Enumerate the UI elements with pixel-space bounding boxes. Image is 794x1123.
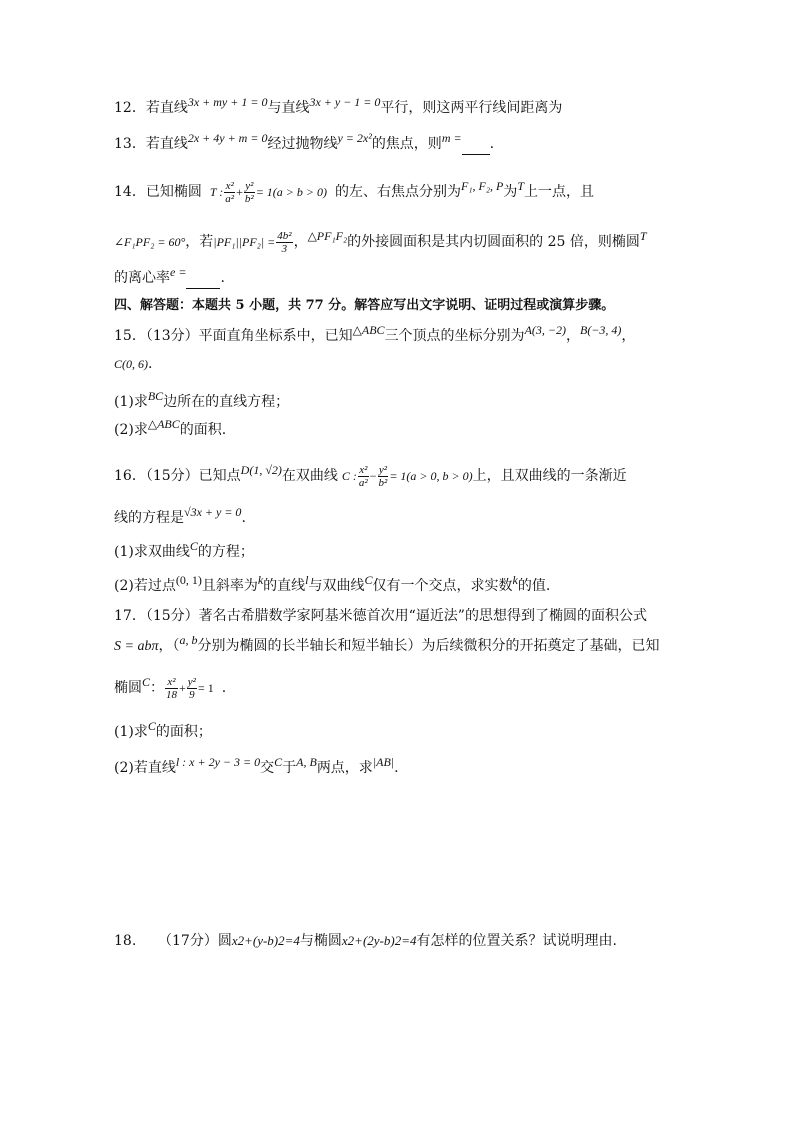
question-number: 13． [114, 136, 146, 152]
question-18: 18. （17分）圆x2+(y-b)2=4与椭圆x2+(2y-b)2=4有怎样的位置关系？试说明理由. [114, 933, 617, 949]
question-number: 14． [114, 184, 146, 200]
fraction: $\frac{\text{x²}}{\text{a²}}$ [358, 463, 368, 489]
question-16: 16．（15分）已知点D(1, √2)在双曲线 C : $\frac{\text{x²}}{\text{a²}}$ − $\frac{\text{y²}}{\text{b²}}$ = 1(a > 0, b > 0)上，且双曲线的一条渐近 [114, 463, 627, 489]
question-number: 16． [114, 468, 146, 484]
question-17-part-2: (2)若直线l : x + 2y − 3 = 0交C于A, B两点，求|AB|. [114, 755, 399, 776]
equation: a, b [179, 633, 198, 647]
fraction: $\frac{\text{y²}}{\text{b²}}$ [378, 463, 388, 489]
equation: D(1, √2) [240, 463, 282, 477]
equation: x2+(y-b)2=4 [231, 933, 300, 948]
fraction: $\frac{\text{x²}}{\text{a²}}$ [225, 179, 235, 205]
equation: B(−3, 4) [579, 323, 622, 337]
equation: m = [441, 131, 462, 145]
equation: l : x + 2y − 3 = 0 [175, 755, 261, 769]
question-14-cont: ∠F₁PF₂ = 60°，若|PF₁||PF₂| = $\frac{\text{4b²}}{3}$ ，△PF₁F₂的外接圆面积是其内切圆面积的 25 倍，则椭圆T [114, 229, 647, 255]
question-14: 14．已知椭圆 T : $\frac{\text{x²}}{\text{a²}}$ + $\frac{\text{y²}}{\text{b²}}$ = 1(a > b > 0) 的左、右焦点分别为F₁, F₂, P为T上一点，且 [114, 179, 595, 205]
score: （13分） [145, 328, 199, 344]
equation: △ABC [352, 323, 385, 337]
answer-blank[interactable] [186, 268, 220, 289]
question-13: 13．若直线2x + 4y + m = 0经过抛物线y = 2x²的焦点，则m = . [114, 134, 494, 155]
equation: x2+(2y-b)2=4 [341, 933, 417, 948]
score: （15分） [145, 608, 199, 624]
equation: 3x + my + 1 = 0 [187, 95, 268, 109]
equation: √3x + y = 0 [184, 505, 242, 519]
answer-blank[interactable] [462, 134, 490, 155]
fraction: $\frac{\text{x²}}{18}$ [166, 675, 178, 701]
question-15: 15．（13分）平面直角坐标系中，已知△ABC三个顶点的坐标分别为A(3, −2)，B(−3, 4)， [114, 323, 636, 344]
question-17-part-1: (1)求C的面积； [114, 719, 212, 740]
score: （15分） [145, 468, 199, 484]
question-14-cont: 的离心率e = . [114, 268, 225, 289]
fraction: $\frac{\text{y²}}{\text{b²}}$ [244, 179, 254, 205]
question-16-cont: 线的方程是√3x + y = 0. [114, 505, 246, 526]
question-number: 12． [114, 100, 146, 116]
equation: ∠F₁PF₂ = 60° [114, 235, 186, 249]
equation: 3x + y − 1 = 0 [309, 95, 381, 109]
question-16-part-1: (1)求双曲线C的方程； [114, 539, 254, 560]
equation: F₁, F₂, P [460, 179, 504, 193]
equation: △PF₁F₂ [307, 229, 348, 243]
question-16-part-2: (2)若过点(0, 1)且斜率为k的直线l与双曲线C仅有一个交点，求实数k的值. [114, 573, 551, 594]
question-12: 12．若直线3x + my + 1 = 0与直线3x + y − 1 = 0平行，则这两平行线间距离为 [114, 95, 563, 116]
score: （17分） [158, 933, 218, 949]
fraction: $\frac{\text{y²}}{9}$ [187, 675, 196, 701]
fraction: $\frac{\text{4b²}}{3}$ [277, 229, 292, 255]
equation: 2x + 4y + m = 0 [187, 131, 268, 145]
question-15-part-2: (2)求△ABC的面积. [114, 417, 227, 438]
question-number: 15． [114, 328, 146, 344]
equation: S = abπ [114, 639, 159, 654]
question-17-cont: 椭圆C： $\frac{\text{x²}}{18}$ + $\frac{\text{y²}}{9}$ = 1 . [114, 675, 227, 701]
question-15-cont: C(0, 6). [114, 356, 153, 372]
question-number: 18. [114, 933, 137, 949]
section-title: 四、解答题：本题共 5 小题，共 77 分。解答应写出文字说明、证明过程或演算步骤。 [114, 298, 615, 313]
question-15-part-1: (1)求BC边所在的直线方程； [114, 389, 290, 410]
equation: A(3, −2) [524, 323, 566, 337]
question-number: 17． [114, 608, 146, 624]
equation: y = 2x² [337, 131, 372, 145]
question-17: 17．（15分）著名古希腊数学家阿基米德首次用“逼近法”的思想得到了椭圆的面积公式 [114, 608, 647, 624]
equation: C(0, 6) [114, 357, 148, 371]
question-17-cont: S = abπ，（a, b分别为椭圆的长半轴长和短半轴长）为后续微积分的开拓奠定了基础，已知 [114, 633, 660, 654]
